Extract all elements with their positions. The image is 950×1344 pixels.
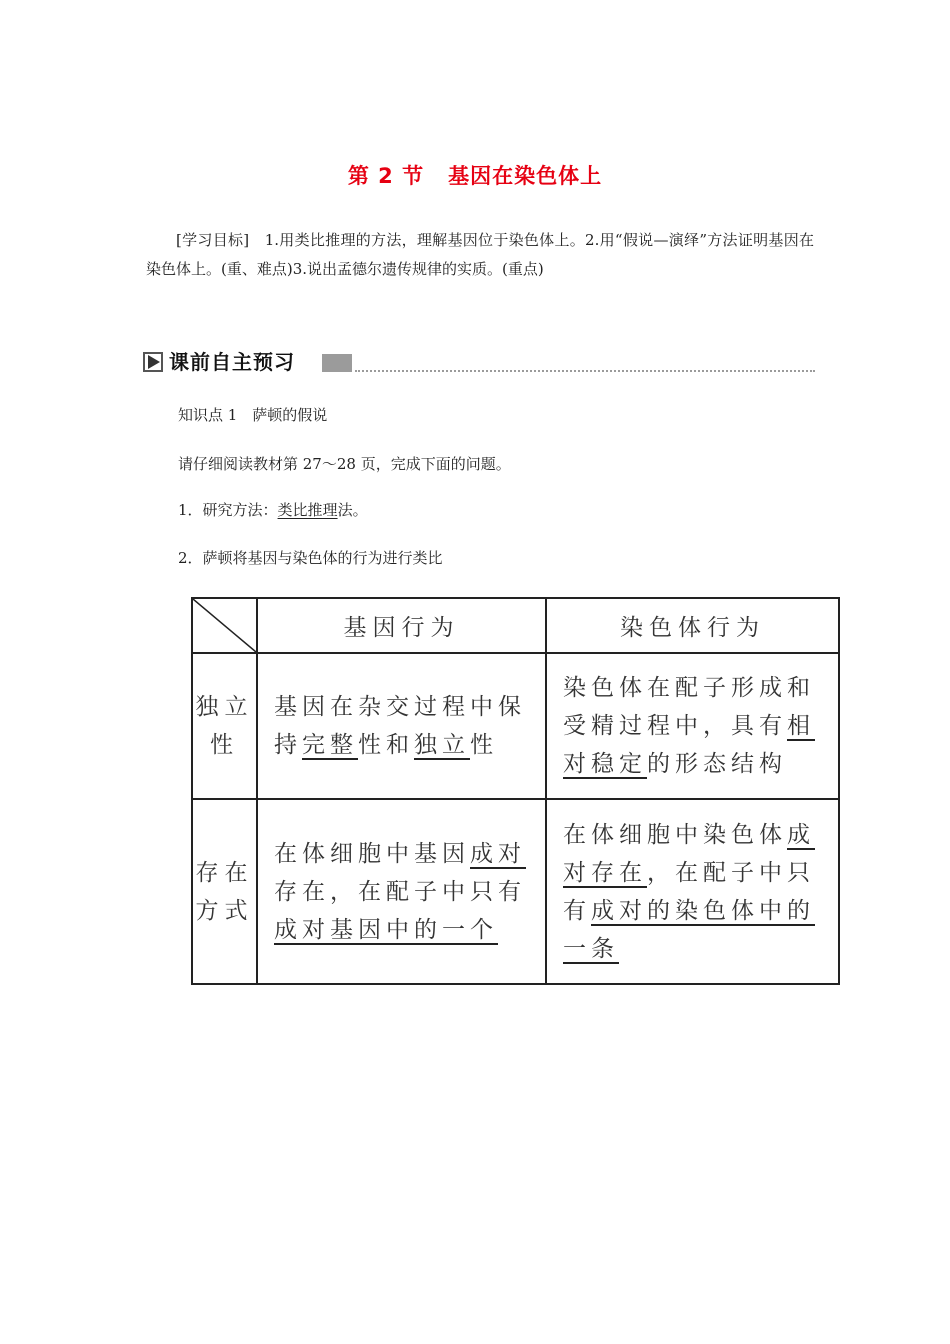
diagonal-line [193, 599, 256, 652]
answer-independent: 独立 [414, 732, 470, 758]
col-header-chromosome: 染色体行为 [546, 598, 839, 653]
table-row-independence [192, 653, 839, 799]
col-header-gene: 基因行为 [257, 598, 546, 653]
answer-paired: 成对 [470, 840, 526, 867]
table-row-existence [192, 799, 839, 984]
instruction-text: 请仔细阅读教材第 27～28 页，完成下面的问题。 [178, 455, 511, 473]
answer-one-chromosome: 成对的染色体中的一条 [563, 897, 815, 962]
section-number: 第 2 节 [347, 164, 425, 188]
arrow-box-icon [143, 352, 163, 372]
comparison-table [191, 597, 840, 985]
section-header [143, 348, 816, 376]
row-head-existence: 存在 方式 [192, 799, 257, 984]
diagonal-corner-cell [192, 598, 257, 653]
knowledge-point-heading: 知识点 1 萨顿的假说 [178, 406, 328, 424]
table-header-row [192, 598, 839, 653]
section-title: 课前自主预习 [169, 350, 295, 374]
answer-complete: 完整 [302, 732, 358, 758]
cell-gene-independence: 基因在杂交过程中保持完整性和独立性 [257, 653, 546, 799]
lesson-name: 基因在染色体上 [448, 164, 603, 188]
answer-paired-existence: 成对存在 [563, 821, 815, 886]
row-head-independence: 独立 性 [192, 653, 257, 799]
item-1-prefix: 1．研究方法： [178, 501, 278, 519]
answer-relatively-stable: 相对稳定 [563, 713, 815, 777]
item-2: 2．萨顿将基因与染色体的行为进行类比 [178, 549, 443, 567]
item-1-suffix: 法。 [337, 501, 368, 519]
cell-gene-existence: 在体细胞中基因成对存在，在配子中只有成对基因中的一个 [257, 799, 546, 984]
item-1-answer: 类比推理 [277, 501, 338, 519]
learning-objectives: [学习目标] 1.用类比推理的方法，理解基因位于染色体上。2.用“假说—演绎”方法证明基因在染色体上。(重、难点)3.说出孟德尔遗传规律的实质。(重点) [146, 231, 814, 278]
cell-chromosome-existence: 在体细胞中染色体成对存在，在配子中只有成对的染色体中的一条 [546, 799, 839, 984]
answer-one-of-pair: 成对基因中的一个 [274, 916, 498, 943]
section-decoration [322, 354, 352, 372]
lesson-title [0, 160, 950, 190]
section-divider [355, 370, 815, 372]
cell-chromosome-independence: 染色体在配子形成和受精过程中，具有相对稳定的形态结构 [546, 653, 839, 799]
item-1 [178, 499, 368, 521]
